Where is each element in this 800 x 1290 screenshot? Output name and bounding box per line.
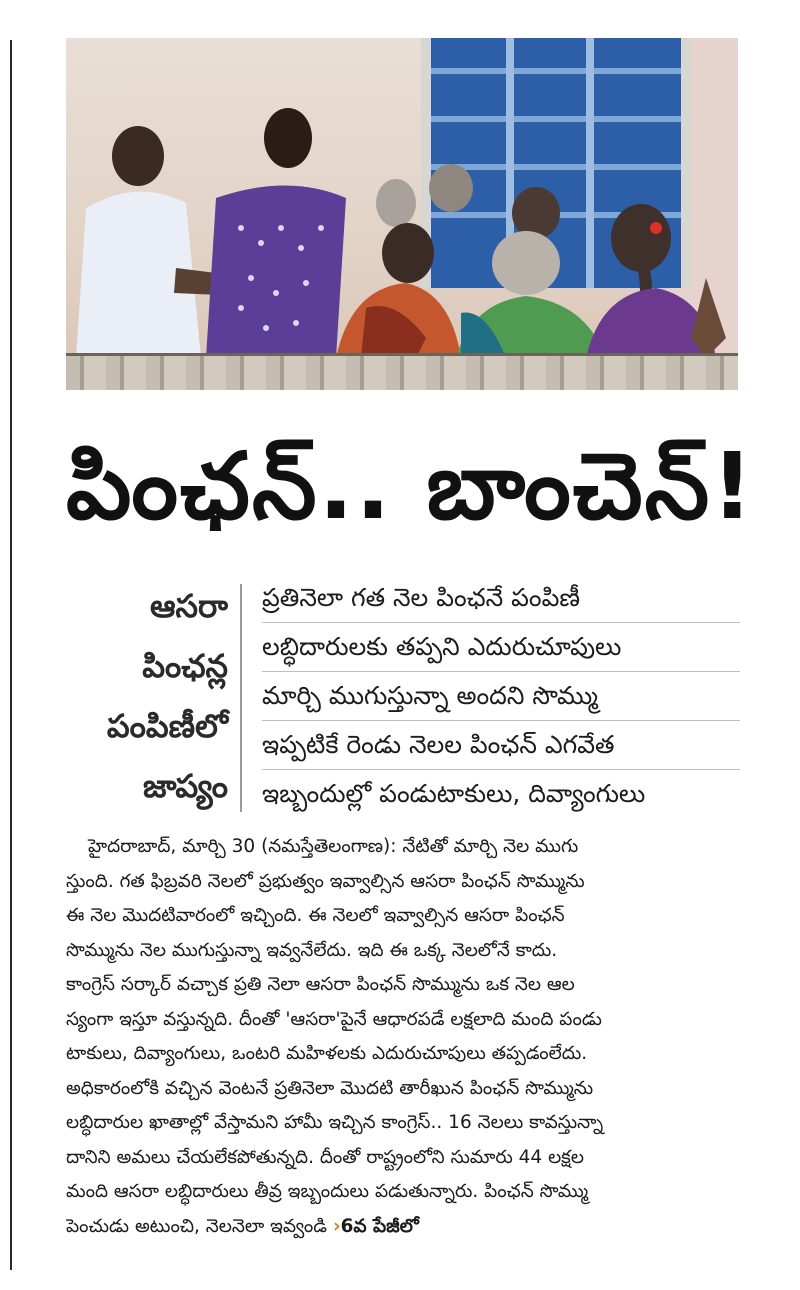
body-line: లబ్ధిదారుల ఖాతాల్లో వేస్తామని హామీ ఇచ్చిన కాంగ్రెస్.. 16 నెలలు కావస్తున్నా <box>66 1112 604 1133</box>
article-body <box>66 830 738 1244</box>
kicker-line: ఆసరా <box>150 587 228 625</box>
highlight-point: ఇబ్బందుల్లో పండుటాకులు, దివ్యాంగులు <box>262 779 646 808</box>
news-photo <box>66 38 738 390</box>
body-line: కాంగ్రెస్ సర్కార్ వచ్చాక ప్రతి నెలా ఆసరా పింఛన్ సొమ్మును ఒక నెల ఆల <box>66 974 575 995</box>
body-line-last <box>66 1210 738 1245</box>
kicker-line: జాప్యం <box>142 767 228 805</box>
body-line: ఈ నెల మొదటివారంలో ఇచ్చింది. ఈ నెలలో ఇవ్వాల్సిన ఆసరా పింఛన్ <box>66 905 565 926</box>
body-line: సొమ్మును నెల ముగుస్తున్నా ఇవ్వనేలేదు. ఇది ఈ ఒక్క నెలలోనే కాదు. <box>66 939 558 961</box>
body-line: మంది ఆసరా లబ్ధిదారులు తీవ్ర ఇబ్బందులు పడుతున్నారు. పింఛన్ సొమ్ము <box>66 1181 589 1202</box>
body-line: హైదరాబాద్, మార్చి 30 (నమస్తేతెలంగాణ): నేటితో మార్చి నెల ముగు <box>88 836 579 857</box>
body-line: అధికారంలోకి వచ్చిన వెంటనే ప్రతినెలా మొదటి తారీఖున పింఛన్ సొమ్మును <box>66 1077 594 1099</box>
kicker-line: పింఛన్ల <box>142 647 228 685</box>
continuation-link[interactable]: 6వ పేజీలో <box>340 1215 419 1237</box>
highlight-point: ప్రతినెలా గత నెల పింఛనే పంపిణీ <box>262 574 740 623</box>
highlight-point: లబ్ధిదారులకు తప్పని ఎదురుచూపులు <box>262 623 740 672</box>
headline: పింఛన్.. బాంచెన్! <box>66 433 756 540</box>
body-line: టాకులు, దివ్యాంగులు, ఒంటరి మహిళలకు ఎదురుచూపులు తప్పడంలేదు. <box>66 1043 588 1064</box>
crowd-figures <box>66 38 738 358</box>
body-line: స్తుంది. గత ఫిబ్రవరి నెలలో ప్రభుత్వం ఇవ్వాల్సిన ఆసరా పింఛన్ సొమ్మును <box>66 870 585 892</box>
highlight-points <box>262 574 740 818</box>
body-line: దానిని అమలు చేయలేకపోతున్నది. దీంతో రాష్ట్రంలోని సుమారు 44 లక్షల <box>66 1146 584 1168</box>
body-line: పెంచుడు అటుంచి, నెలనెలా ఇవ్వండి <box>66 1215 327 1237</box>
column-rule <box>10 40 12 1270</box>
continuation-arrow-icon: › <box>332 1215 341 1237</box>
highlight-point: మార్చి ముగుస్తున్నా అందని సొమ్ము <box>262 672 740 721</box>
kicker <box>66 576 228 816</box>
body-line: స్యంగా ఇస్తూ వస్తున్నది. దీంతో 'ఆసరా'పైనే ఆధారపడే లక్షలాది మంది పండు <box>66 1008 602 1030</box>
highlight-point: ఇప్పటికే రెండు నెలల పింఛన్ ఎగవేత <box>262 721 740 770</box>
kicker-line: పంపిణీలో <box>106 707 228 745</box>
photo-ledge <box>66 353 738 390</box>
kicker-divider <box>240 584 242 812</box>
